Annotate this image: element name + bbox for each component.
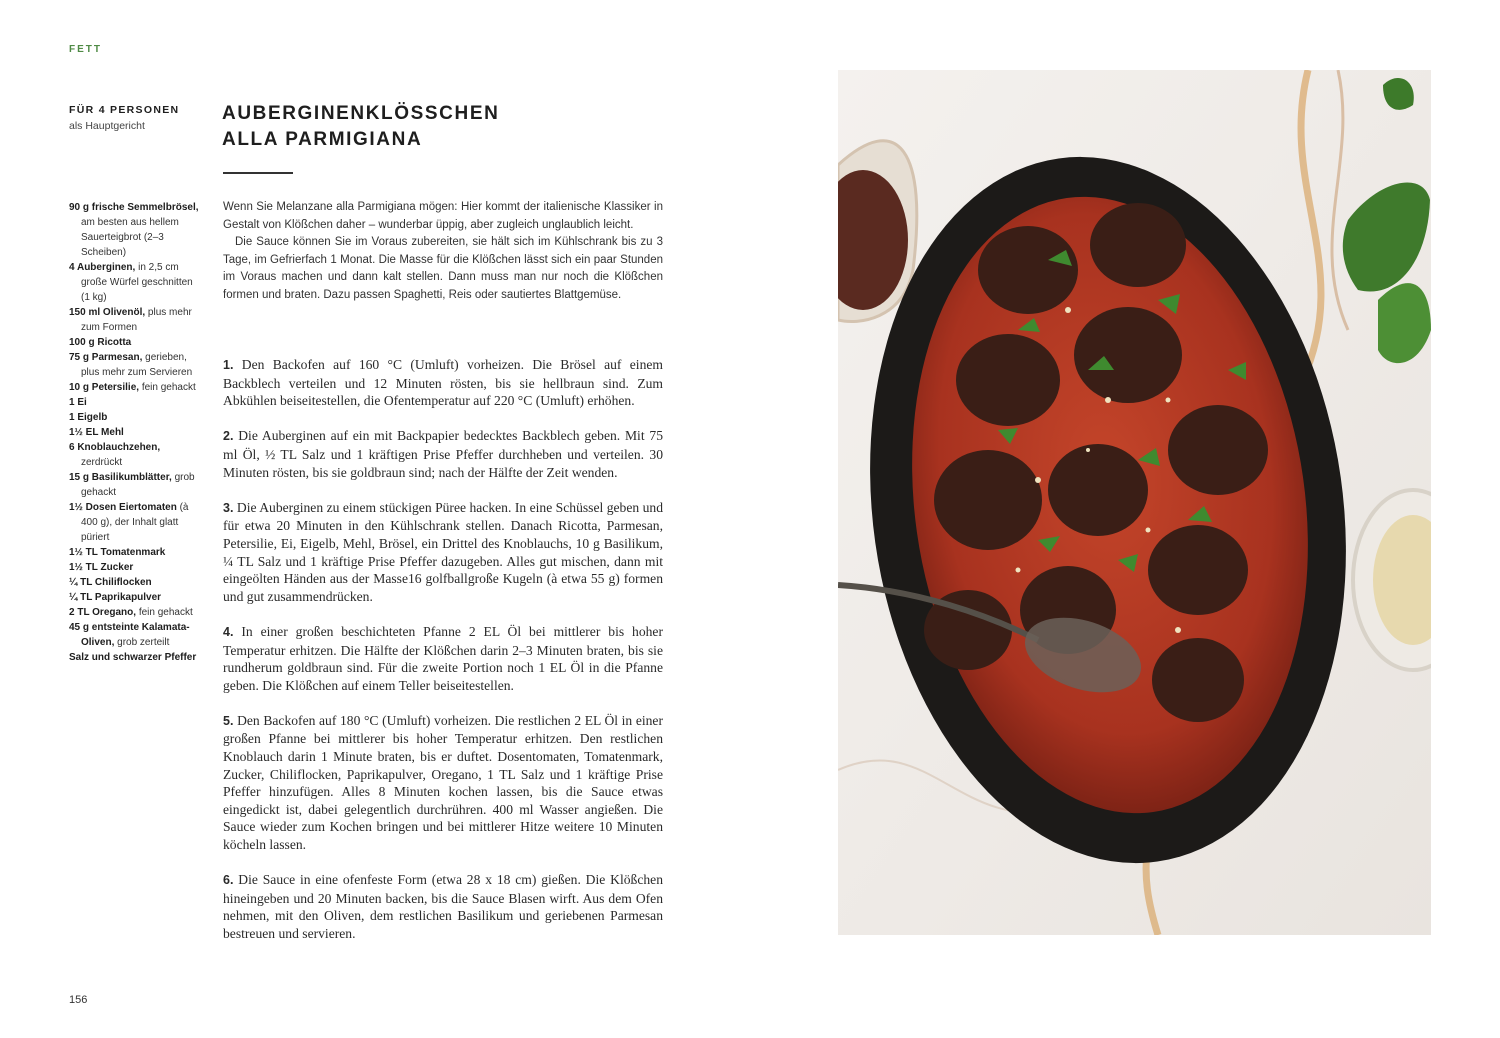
recipe-step bbox=[223, 623, 663, 694]
ingredient-quantity: 1½ TL Tomatenmark bbox=[69, 547, 166, 558]
ingredient-item bbox=[69, 425, 199, 440]
ingredient-item bbox=[69, 590, 199, 605]
ingredient-list bbox=[69, 200, 199, 665]
ingredient-item bbox=[69, 605, 199, 620]
ingredient-item bbox=[69, 500, 199, 545]
ingredient-quantity: 1½ EL Mehl bbox=[69, 427, 124, 438]
ingredient-note: gerieben, plus mehr zum Servieren bbox=[81, 352, 193, 378]
ingredient-item bbox=[69, 440, 199, 470]
ingredient-note: grob zerteilt bbox=[114, 637, 170, 648]
step-number: 4. bbox=[223, 624, 234, 639]
dish-illustration bbox=[838, 70, 1431, 935]
ingredient-note: grob gehackt bbox=[81, 472, 195, 498]
ingredient-note: in 2,5 cm große Würfel geschnitten (1 kg) bbox=[81, 262, 193, 303]
step-text: Die Auberginen zu einem stückigen Püree hacken. In eine Schüssel geben und für etwa 20 Minuten in den Kühlschrank stellen. Danach Ricotta, Parmesan, Petersilie, Ei, Eigelb, Mehl, Brösel, ein Drittel des Knoblauchs, 10 g Basilikum, ¼ TL Salz und 1 kräftige Prise Pfeffer dazugeben. Alles gut mischen, dann mit eingeölten Händen aus der Masse16 golfballgroße Kugeln (à etwa 55 g) formen und gut zusammendrücken. bbox=[223, 499, 663, 604]
ingredient-item bbox=[69, 410, 199, 425]
recipe-steps bbox=[223, 356, 663, 960]
ingredient-quantity: 1½ TL Zucker bbox=[69, 562, 134, 573]
ingredient-note: am besten aus hellem Sauerteigbrot (2–3 Scheiben) bbox=[81, 217, 179, 258]
recipe-step bbox=[223, 427, 663, 481]
recipe-intro bbox=[223, 199, 663, 305]
servings-title: FÜR 4 PERSONEN bbox=[69, 104, 180, 116]
ingredient-quantity: ¼ TL Chiliflocken bbox=[69, 577, 152, 588]
ingredient-item bbox=[69, 305, 199, 335]
step-text: Die Sauce in eine ofenfeste Form (etwa 28 x 18 cm) gießen. Die Klößchen hineingeben und 20 Minuten backen, bis die Sauce Blasen wirft. Aus dem Ofen nehmen, mit den Oliven, dem restlichen Basilikum und geriebenen Parmesan bestreuen und servieren. bbox=[223, 872, 663, 941]
ingredient-quantity: 1 Eigelb bbox=[69, 412, 108, 423]
ingredient-note: fein gehackt bbox=[139, 382, 196, 393]
page-number: 156 bbox=[69, 994, 88, 1006]
step-number: 2. bbox=[223, 429, 234, 444]
ingredient-note: fein gehackt bbox=[136, 607, 193, 618]
dish-photo bbox=[838, 70, 1431, 935]
step-text: Den Backofen auf 180 °C (Umluft) vorheizen. Die restlichen 2 EL Öl in einer großen Pfanne bei mittlerer bis hoher Temperatur erhitzen. Den restlichen Knoblauch darin 1 Minute braten, bis er duftet. Dosentomaten, Tomatenmark, Zucker, Chiliflocken, Paprikapulver, Oregano, 1 TL Salz und 1 kräftige Prise Pfeffer hinzufügen. Alles 8 Minuten kochen lassen, bis die Sauce etwas eingedickt ist, dabei gelegentlich durchrühren. 400 ml Wasser angießen. Die Sauce wieder zum Kochen bringen und bei mittlerer Hitze weitere 10 Minuten köcheln lassen. bbox=[223, 712, 663, 853]
ingredient-item bbox=[69, 620, 199, 650]
ingredient-note: zerdrückt bbox=[81, 457, 123, 468]
recipe-title-line-1: AUBERGINENKLÖSSCHEN bbox=[222, 103, 500, 124]
servings-block bbox=[69, 104, 209, 132]
step-number: 6. bbox=[223, 873, 234, 888]
recipe-step bbox=[223, 871, 663, 942]
ingredient-item bbox=[69, 200, 199, 260]
ingredient-item bbox=[69, 560, 199, 575]
ingredient-quantity: Salz und schwarzer Pfeffer bbox=[69, 652, 197, 663]
ingredient-quantity: 2 TL Oregano, bbox=[69, 607, 137, 618]
section-label: FETT bbox=[69, 44, 102, 55]
ingredient-quantity: ¼ TL Paprikapulver bbox=[69, 592, 162, 603]
servings-subtitle: als Hauptgericht bbox=[69, 120, 145, 132]
intro-paragraph: Die Sauce können Sie im Voraus zubereiten, sie hält sich im Kühlschrank bis zu 3 Tage, im Gefrierfach 1 Monat. Die Masse für die Klößchen lässt sich ein paar Stunden im Voraus machen und dann kalt stellen. Dann muss man nur noch die Klößchen formen und braten. Dazu passen Spaghetti, Reis oder sautiertes Blattgemüse. bbox=[223, 236, 663, 301]
ingredient-quantity: 15 g Basilikumblätter, bbox=[69, 472, 172, 483]
ingredient-item bbox=[69, 380, 199, 395]
ingredient-item bbox=[69, 395, 199, 410]
ingredient-item bbox=[69, 335, 199, 350]
ingredient-quantity: 100 g Ricotta bbox=[69, 337, 132, 348]
step-number: 5. bbox=[223, 713, 234, 728]
ingredient-item bbox=[69, 650, 199, 665]
ingredient-item bbox=[69, 575, 199, 590]
ingredient-note: plus mehr zum Formen bbox=[81, 307, 192, 333]
step-text: Die Auberginen auf ein mit Backpapier bedecktes Backblech geben. Mit 75 ml Öl, ½ TL Salz und 1 kräftigen Prise Pfeffer durchheben und verteilen. 30 Minuten rösten, bis sie goldbraun sind; nach der Hälfte der Zeit wenden. bbox=[223, 428, 663, 480]
ingredient-item bbox=[69, 260, 199, 305]
intro-paragraph: Wenn Sie Melanzane alla Parmigiana mögen: Hier kommt der italienische Klassiker in Gestalt von Klößchen daher – wunderbar üppig, aber zugleich unglaublich leicht. bbox=[223, 201, 663, 231]
ingredient-quantity: 1½ Dosen Eiertomaten bbox=[69, 502, 177, 513]
recipe-step bbox=[223, 356, 663, 410]
ingredient-note: (à 400 g), der Inhalt glatt püriert bbox=[81, 502, 189, 543]
recipe-step bbox=[223, 499, 663, 606]
ingredient-item bbox=[69, 545, 199, 560]
ingredient-quantity: 6 Knoblauchzehen, bbox=[69, 442, 161, 453]
ingredient-quantity: 10 g Petersilie, bbox=[69, 382, 140, 393]
ingredient-quantity: 75 g Parmesan, bbox=[69, 352, 143, 363]
step-number: 1. bbox=[223, 358, 234, 372]
recipe-step bbox=[223, 712, 663, 854]
ingredient-item bbox=[69, 350, 199, 380]
ingredient-quantity: 150 ml Olivenöl, bbox=[69, 307, 146, 318]
ingredient-quantity: 90 g frische Semmelbrösel, bbox=[69, 202, 199, 213]
step-text: Den Backofen auf 160 °C (Umluft) vorheizen. Die Brösel auf einem Backblech verteilen und 12 Minuten rösten, bis sie hellbraun sind. Zum Abkühlen beiseitestellen, die Ofentemperatur auf 220 °C (Umluft) erhöhen. bbox=[223, 357, 663, 409]
step-text: In einer großen beschichteten Pfanne 2 EL Öl bei mittlerer bis hoher Temperatur erhitzen. Die Hälfte der Klößchen darin 2–3 Minuten braten, bis sie rundherum goldbraun sind. Für die zweite Portion noch 1 EL Öl in die Pfanne geben. Die Klößchen auf einem Teller beiseitestellen. bbox=[223, 623, 663, 693]
ingredient-quantity: 45 g entsteinte Kalamata-Oliven, bbox=[69, 622, 190, 648]
title-divider bbox=[223, 172, 293, 174]
step-number: 3. bbox=[223, 500, 234, 515]
recipe-title-line-2: ALLA PARMIGIANA bbox=[222, 129, 423, 150]
ingredient-quantity: 1 Ei bbox=[69, 397, 87, 408]
ingredient-quantity: 4 Auberginen, bbox=[69, 262, 136, 273]
ingredient-item bbox=[69, 470, 199, 500]
recipe-title bbox=[222, 101, 642, 153]
